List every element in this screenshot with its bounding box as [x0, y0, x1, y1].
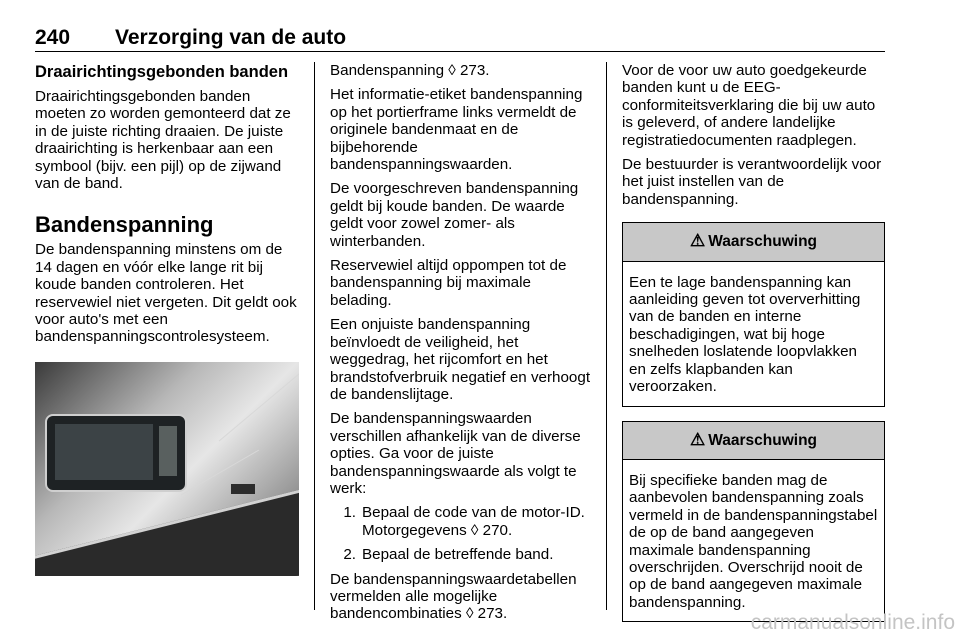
pressure-label-on-frame: [231, 484, 255, 494]
paragraph-info-label: Het informatie-etiket bandenspanning op het portierframe links vermeldt de originele bandenmaat en de bijbehorende bandenspanningswaarden.: [330, 86, 583, 174]
warning-text: Een te lage bandenspanning kan aanleiding geven tot oververhitting van de banden en interne beschadigingen, wat bij hoge snelheden loslatende loopvlakken en zelfs klapbanden kan veroorzaken.: [629, 273, 861, 396]
page-number: 240: [35, 26, 71, 49]
paragraph-driver-responsibility: De bestuurder is verantwoordelijk voor het juist instellen van de bandenspanning.: [622, 156, 882, 208]
section-heading-tire-pressure: Bandenspanning: [35, 212, 214, 238]
column-2: [330, 62, 592, 630]
tire-pressure-label-photo: [35, 362, 299, 576]
warning-box: [622, 421, 885, 623]
paragraph-tables: De bandenspanningswaardetabellen vermelden alle mogelijke bandencombinaties ◊ 273.: [330, 570, 577, 623]
column-divider-2: [606, 62, 607, 610]
column-divider-1: [314, 62, 315, 610]
warning-header: ⚠ Waarschuwing: [623, 422, 884, 460]
paragraph-incorrect-pressure: Een onjuiste bandenspanning beïnvloedt de veiligheid, het weggedrag, het rijcomfort en het brandstofverbruik negatief en verhoogt de bandenslijtage.: [330, 316, 591, 403]
watermark: carmanualsonline.info: [750, 611, 955, 634]
paragraph-pressure-check: De bandenspanning minstens om de 14 dagen en vóór elke lange rit bij koude banden controleren. Het reservewiel niet vergeten. Dit geldt ook voor auto's met een bandenspanningscontrolesysteem.: [35, 241, 297, 346]
door-sill: [35, 484, 299, 575]
paragraph-ref: Bandenspanning ◊ 273.: [330, 62, 490, 79]
paragraph-pressure-values: De bandenspanningswaarden verschillen afhankelijk van de diverse opties. Ga voor de juiste bandenspanningswaarde als volgt te werk:: [330, 410, 581, 497]
list-item: 2. Bepaal de betreffende band.: [343, 546, 554, 564]
column-1: [35, 62, 300, 576]
warning-text: Bij specifieke banden mag de aanbevolen bandenspanning zoals vermeld in de bandenspanningstabel de op de band aangegeven maximale bandenspanning overschrijden. Overschrijd nooit de op de band aangegeven maximale bandenspanning.: [629, 471, 878, 611]
pressure-label-magnified: [45, 414, 187, 492]
paragraph-cold-tires: De voorgeschreven bandenspanning geldt bij koude banden. De waarde geldt voor zowel zomer- als winterbanden.: [330, 180, 579, 250]
column-3: [622, 62, 885, 622]
page-title: Verzorging van de auto: [115, 26, 347, 49]
steps-list: [330, 504, 592, 563]
paragraph-approved-tires: Voor de voor uw auto goedgekeurde banden kunt u de EEG-conformiteitsverklaring die bij uw auto is geleverd, of andere landelijke registratiedocumenten raadplegen.: [622, 62, 876, 149]
subheading-directional-tires: Draairichtingsgebonden banden: [35, 63, 289, 81]
header-rule: [35, 51, 885, 52]
warning-icon: ⚠: [689, 429, 706, 449]
warning-icon: ⚠: [689, 231, 706, 251]
page-header: [35, 26, 346, 50]
warning-header: ⚠ Waarschuwing: [623, 223, 884, 261]
warning-box: [622, 222, 885, 406]
paragraph-spare-wheel: Reservewiel altijd oppompen tot de bandenspanning bij maximale belading.: [330, 257, 567, 309]
list-item: 1. Bepaal de code van de motor-ID. Motorgegevens ◊ 270.: [343, 504, 585, 539]
paragraph-directional-tires: Draairichtingsgebonden banden moeten zo worden gemonteerd dat ze in de juiste richting draaien. De juiste draairichting is herkenbaar aan een symbool (bijv. een pijl) op de zijwand van de band.: [35, 88, 291, 193]
